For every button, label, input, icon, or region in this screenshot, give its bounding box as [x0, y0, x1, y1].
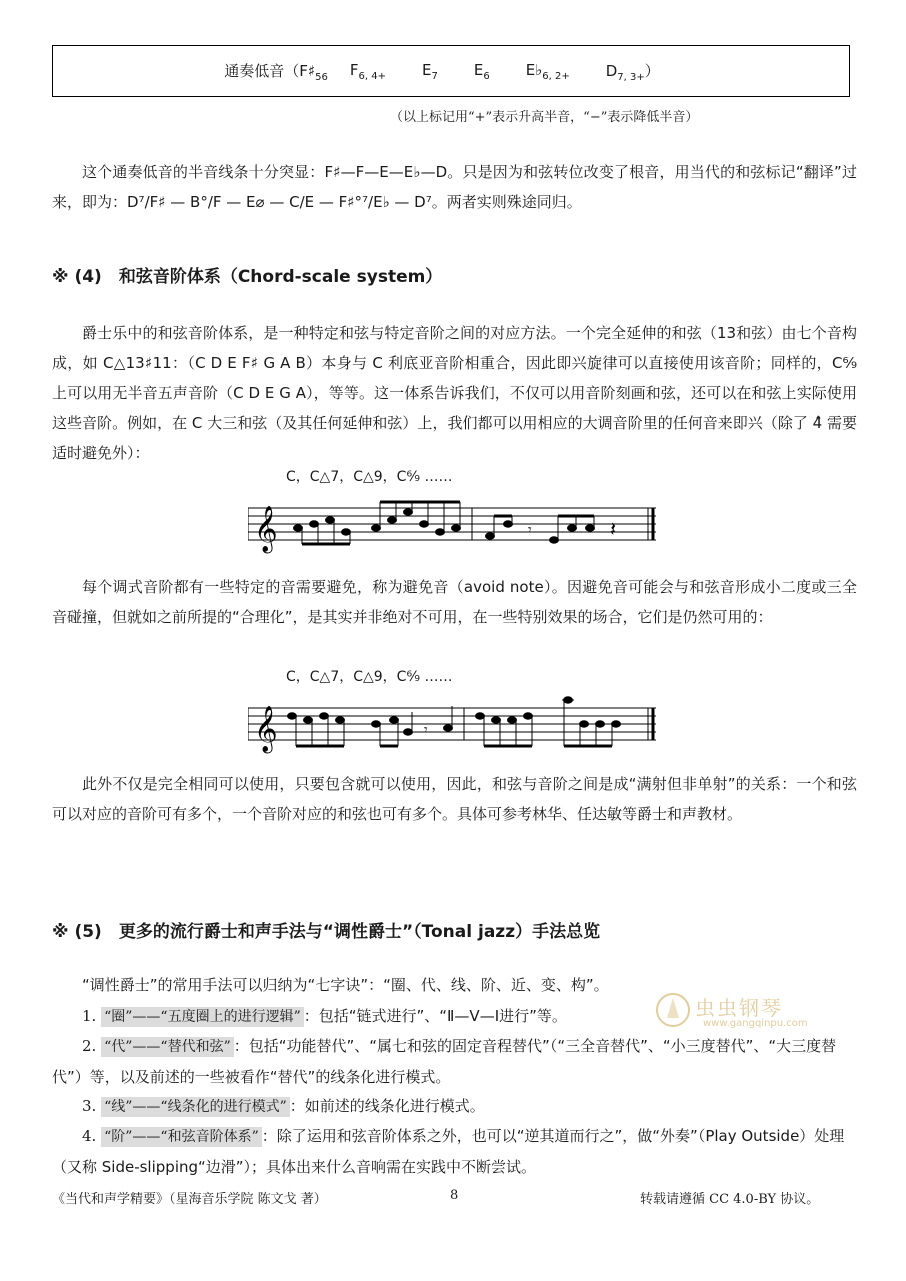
- highlight-tag: “代”——“替代和弦”: [101, 1037, 234, 1057]
- treble-clef-icon: 𝄞: [254, 506, 278, 552]
- quarter-rest-icon: 𝄽: [610, 517, 617, 541]
- footer-book-title: 《当代和声学精要》（星海音乐学院 陈文戈 著）: [52, 1192, 327, 1207]
- list-item-circle: 1. “圈”——“五度圈上的进行逻辑” ：包括“链式进行”、“Ⅱ—Ⅴ—Ⅰ进行”等。: [82, 1007, 567, 1025]
- page-number: 8: [450, 1188, 459, 1203]
- site-watermark: 虫虫钢琴 www.gangqinpu.com: [655, 988, 805, 1036]
- treble-clef-icon: 𝄞: [254, 706, 278, 752]
- list-item-linear: 3. “线”——“线条化的进行模式” ：如前述的线条化进行模式。: [82, 1097, 485, 1115]
- bass-chord-2: $E_7$: [421, 60, 438, 82]
- watermark-logo-icon: [655, 990, 691, 1030]
- footer-license: 转载请遵循 CC 4.0-BY 协议。: [640, 1192, 820, 1207]
- eighth-rest-icon: 𝄾: [424, 722, 428, 738]
- music-staff-2: [248, 690, 660, 760]
- paragraph-seven-techniques: “调性爵士”的常用手法可以归纳为“七字诀”：“圈、代、线、阶、近、变、构”。: [82, 976, 609, 994]
- bass-chord-5: $D_{7, 3+}$）: [605, 61, 660, 83]
- figured-bass-box: [52, 45, 850, 97]
- chord-symbols-label-1: C，C△7，C△9，C⁶⁄₉ ……: [286, 469, 453, 485]
- section-heading-5: ※ (5) 更多的流行爵士和声手法与“调性爵士”（Tonal jazz）手法总览: [52, 922, 601, 942]
- bass-notation-note: （以上标记用“+”表示升高半音，“−”表示降低半音）: [390, 110, 699, 125]
- paragraph-chord-scale: 爵士乐中的和弦音阶体系，是一种特定和弦与特定音阶之间的对应方法。一个完全延伸的和弦（13和弦）由七个音构成，如 C△13♯11：（C D E F♯ G A B）本身与 C 利底亚音阶相重合，因此即兴旋律可以直接使用该音阶；同样的，C⁶⁄₉ 上可以用无半音五声音阶（C D E G A），等等。这一体系告诉我们，不仅可以用音阶刻画和弦，还可以在和弦上实际使用这些音阶。例如，在 C 大三和弦（及其任何延伸和弦）上，我们都可以用相应的大调音阶里的任何音来即兴（除了 4̂ 需要适时避免外）：: [52, 324, 857, 462]
- section-heading-4: ※ (4) 和弦音阶体系（Chord-scale system）: [52, 267, 443, 287]
- music-staff-1: [248, 494, 660, 556]
- eighth-rest-icon: 𝄾: [528, 522, 532, 538]
- paragraph-surjective-relation: 此外不仅是完全相同可以使用，只要包含就可以使用，因此，和弦与音阶之间是成“满射但非单射”的关系：一个和弦可以对应的音阶可有多个，一个音阶对应的和弦也可有多个。具体可参考林华、任达敏等爵士和声教材。: [52, 775, 857, 823]
- paragraph-avoid-notes: 每个调式音阶都有一些特定的音需要避免，称为避免音（avoid note）。因避免音可能会与和弦音形成小二度或三全音碰撞，但就如之前所提的“合理化”，是其实并非绝对不可用，在一些特别效果的场合，它们是仍然可用的：: [52, 578, 857, 626]
- highlight-tag: “线”——“线条化的进行模式”: [101, 1097, 290, 1117]
- bass-chord-4: $E♭_{6, 2+}$: [525, 60, 570, 82]
- figured-bass-label: 通奏低音（$F♯_{56}$: [224, 61, 328, 83]
- highlight-tag: “圈”——“五度圈上的进行逻辑”: [101, 1007, 304, 1027]
- list-item-scale: 4. “阶”——“和弦音阶体系” ：除了运用和弦音阶体系之外，也可以“逆其道而行之”，做“外奏”（Play Outside）处理（又称 Side-slipping“边滑”）；具体出来什么音响需在实践中不断尝试。: [52, 1127, 845, 1176]
- bass-chord-3: $E_6$: [473, 60, 490, 82]
- highlight-tag: “阶”——“和弦音阶体系”: [101, 1127, 262, 1147]
- paragraph-chromatic-bass: 这个通奏低音的半音线条十分突显：F♯—F—E—E♭—D。只是因为和弦转位改变了根音，用当代的和弦标记“翻译”过来，即为：D⁷/F♯ — B°/F — E⌀ — C/E — F♯°⁷/E♭ — D⁷。两者实则殊途同归。: [52, 163, 857, 211]
- chord-symbols-label-2: C，C△7，C△9，C⁶⁄₉ ……: [286, 669, 453, 685]
- bass-chord-1: $F_{6, 4+}$: [349, 60, 386, 82]
- list-item-substitution: 2. “代”——“替代和弦” ：包括“功能替代”、“属七和弦的固定音程替代”（“三全音替代”、“小三度替代”、“大三度替代”）等，以及前述的一些被看作“替代”的线条化进行模式。: [52, 1037, 837, 1086]
